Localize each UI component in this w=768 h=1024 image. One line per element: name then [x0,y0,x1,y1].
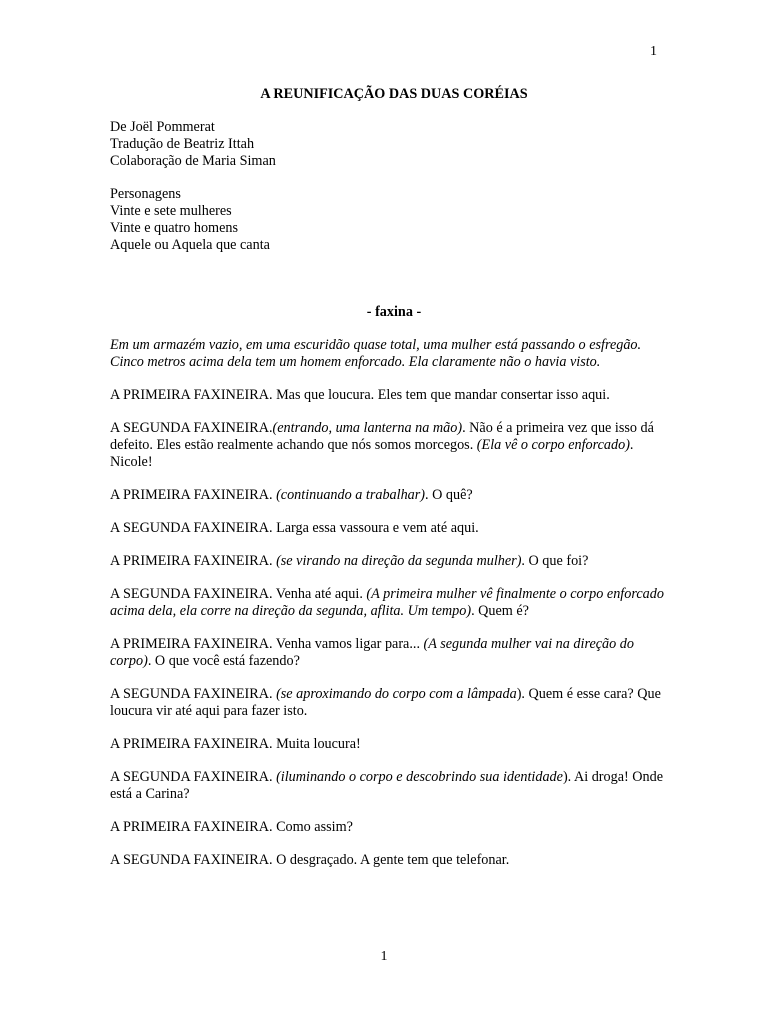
credit-author: De Joël Pommerat [110,119,215,135]
speech-text: ). Quem é esse cara? Que loucura vir até aqui para fazer isto. [110,686,661,719]
opening-stage-direction: Em um armazém vazio, em uma escuridão quase total, uma mulher está passando o esfregão. Cinco metros acima dela tem um homem enforcado. Ela claramente não o havia visto. [110,337,642,370]
speech-text: O desgraçado. A gente tem que telefonar. [272,852,510,868]
dialogue-line [110,852,670,869]
dialogue-line [110,520,670,537]
stage-direction: (se virando na direção da segunda mulher) [276,553,522,569]
credits-block [110,119,670,170]
speaker-name: A SEGUNDA FAXINEIRA. [110,686,273,702]
dialogue-line [110,387,670,404]
speech-text: . O que foi? [521,553,589,569]
dialogue-list [110,387,670,869]
character-men: Vinte e quatro homens [110,220,238,236]
dialogue-line [110,819,670,836]
speaker-name: A PRIMEIRA FAXINEIRA. [110,819,273,835]
speaker-name: A PRIMEIRA FAXINEIRA. [110,636,273,652]
dialogue-line [110,769,670,803]
credit-translation: Tradução de Beatriz Ittah [110,136,255,152]
speaker-name: A SEGUNDA FAXINEIRA. [110,769,273,785]
stage-direction: (entrando, uma lanterna na mão) [272,420,463,436]
section-title: - faxina - [366,304,422,320]
speech-text: Como assim? [272,819,353,835]
document-body [110,86,670,885]
characters-block [110,186,670,254]
speech-text: . Não é a primeira vez que isso dá defeito. Eles estão realmente achando que nós somos morcegos. [110,420,654,453]
speaker-name: A PRIMEIRA FAXINEIRA. [110,487,273,503]
speech-text: . Quem é? [471,603,529,619]
speech-text: Venha vamos ligar para... [272,636,424,652]
play-title: A REUNIFICAÇÃO DAS DUAS CORÉIAS [260,86,528,102]
speech-text: Venha até aqui. [272,586,367,602]
dialogue-line [110,686,670,720]
stage-direction: (iluminando o corpo e descobrindo sua identidade [276,769,563,785]
characters-heading: Personagens [110,186,181,202]
stage-direction: (A primeira mulher vê finalmente o corpo enforcado acima dela, ela corre na direção da segunda, aflita. Um tempo) [110,586,664,619]
speech-text: ). Ai droga! Onde está a Carina? [110,769,664,802]
dialogue-line [110,487,670,504]
dialogue-line [110,586,670,620]
page-number-bottom: 1 [380,949,388,964]
speaker-name: A SEGUNDA FAXINEIRA. [110,520,273,536]
stage-direction: (A segunda mulher vai na direção do corpo) [110,636,634,669]
speaker-name: A PRIMEIRA FAXINEIRA. [110,553,273,569]
speech-text: Larga essa vassoura e vem até aqui. [272,520,479,536]
character-women: Vinte e sete mulheres [110,203,232,219]
page-number-top: 1 [650,44,657,59]
speaker-name: A SEGUNDA FAXINEIRA. [110,852,273,868]
credit-collaboration: Colaboração de Maria Siman [110,153,276,169]
speaker-name: A PRIMEIRA FAXINEIRA. [110,736,273,752]
stage-direction: (continuando a trabalhar) [276,487,426,503]
dialogue-line [110,420,670,471]
speech-text: . O quê? [425,487,473,503]
speech-text: . Nicole! [110,437,634,470]
dialogue-line [110,736,670,753]
speech-text: . O que você está fazendo? [147,653,300,669]
speech-text: Mas que loucura. Eles tem que mandar consertar isso aqui. [272,387,610,403]
dialogue-line [110,636,670,670]
speaker-name: A SEGUNDA FAXINEIRA. [110,420,273,436]
character-singer: Aquele ou Aquela que canta [110,237,270,253]
stage-direction: (Ela vê o corpo enforcado) [476,437,630,453]
stage-direction: (se aproximando do corpo com a lâmpada [276,686,517,702]
speaker-name: A SEGUNDA FAXINEIRA. [110,586,273,602]
speaker-name: A PRIMEIRA FAXINEIRA. [110,387,273,403]
dialogue-line [110,553,670,570]
speech-text: Muita loucura! [272,736,361,752]
